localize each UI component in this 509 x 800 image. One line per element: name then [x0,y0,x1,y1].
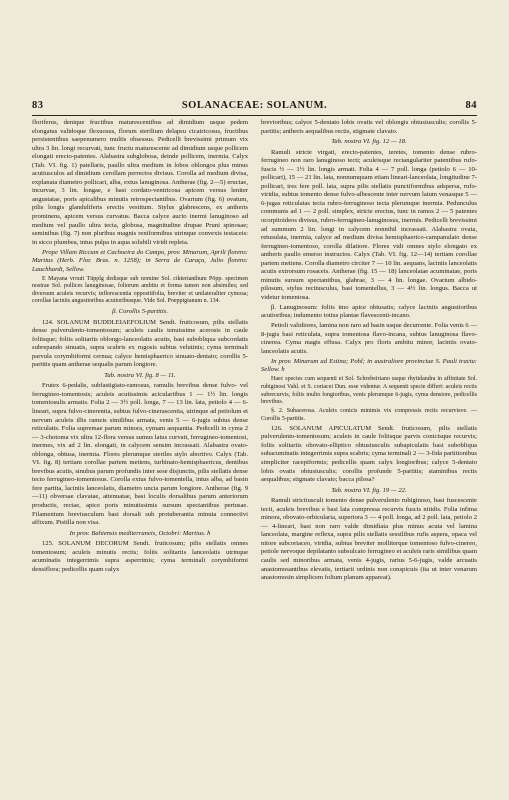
variety-heading: β. Corollis 5-partitis. [112,308,168,315]
paragraph: brevioribus; calyce 5-dentato lobis ovatis vel oblongis obtusiusculis; corollis 5-partitis; antheris aequalibus rectis, stigmate clavato. [261,119,477,135]
locality-note: Prope Villam Riccum et Cachoeira do Campo, prov. Minarum, Aprili florens: Martius (Herb. Flor. Bras. n. 1258); in Serra de Caraça, Julio florens: Lauchhardt, Sellow. [32,248,248,273]
species-126-description: Ramuli strictiusculi tomento dense pulverulento rubiginoso, basi fuscescente tecti, aculeis brevibus e basi lata compressa recurvis fuscis nitidis. Folia infima minora, obovato-orbicularia, superiora 3 — 4 poll. longa, ad 2 poll. lata, petiolo 2 — 4-lineari, basi non raro valde dimidiata plus minus acuta vel lamina lanceolata, margine reflexa, supra pilis stellatis sessilibus rufis aspera, opaca vel nitore subcoriaceo, viridia, subtus breviter molliterque tomentoso fulvo-cinereo, petiole nervoque depilatanto subsulcato ferrugineo et aculeis raris similibus quam caulis sed minoribus armata, venis 4-jugis, rarius 5-6-jugis, valde arcuatis anastomosantibus elevatis, tertiarii ordinis non conspicuis (ita ut inter venarum anastomosin simplicem folium planum appareat). [261,497,477,582]
species-124-diagnosis: 124. SOLANUM BUDDLEIAEFOLIUM Sendt. fruticosum, pilis stellatis dense pulverulento-tomentosum; aculeis caulis tenuissime acerosis in caule foliisque; foliis solitariis oblongo-lanceolatis acutis, basi subobliqua subcordatis subrepando sinuatis, supra scabris ex rugosis subtus velutinis; cyma terminali parvula corymbiformi cernua; calyce hemisphaerico sinuato-dentato; corollis 5-partitis quam antherae sequalis parum longiore. [32,318,248,369]
paragraph: floriferus, denique fructibus maturescentibus ad dimidium usque pedem elongatus validoque flexuosus, florum sterilium delapsu cicatricosus, fructibus persistentibus saepenumero multis obsessus. Pedicelli brevissimi primum vix ultra 3 lin. longi recurvati, tunc fructu maturescente ad dimidium usque pollicem elongati erecto-patentes. Alabastra subglobosa, deinde pollicem, inermia. Calyx (Tab. VI. fig. 1) patellaris, paullo ultra medium in lobos oblongos plus minus acutiusculos ad dimidium cerollam perrectos divisus. Corolla ad medium divisa, explanata diametro pollicari, alba, extus lanuginosa. Antherae (fig. 2—5) eructae, incurvae, 3 lin. longae, e basi cordato-ventricosa apicem versus leniter angustatae, poris apicalibus minutis retrospectantibus. Ovarium (fig. 6) ovatum, pilis longis glanduliferis erectis vestitum. Stylus glabrescens, ex antheris prominens, apicem versus curvatus. Bacca calyce aucto inermi lanuginoso ad medium vel paullo ultra tecta, globosa, magnitudine drupae Pruni spinosae; seminibus (fig. 7) non pluribus magnis reniformibus utrinque convexis testaceis: in sicco plumbea, intus pulpa in aqua solubili viridi repleta. [32,119,248,246]
right-column [261,119,477,769]
species-124-description: Frutex 6-pedalis, subfastigiato-ramosus, ramulis brevibus dense fulvo- vel ferrugineo-tomentosis; aculeis acutissimis aciculariibus 1 — 1½ lin. longis tomentosulis armatis. Folia 2 — 3½ poll. longa, 7 — 13 lin. lata, petiolo 4 — 6-lineari, supra fulvo-cinerentia, subtus fulvo-cinerascentia, utrinque ad petiolum et nervum aculeis illis rameis similibus armata, venis 5 — 6-jugis subtus dense reticulatis. Folia supremae parum minora, cymam aequantia. Pedicelli in cyma 2 — 3-chotoma vix ultra 12-flora versus sumus latus curvati, ferrugineo-tomentosi, inermes, vix ad 2 lin. elongati, in calycem sensim incrassati. Alabastra ovato-oblonga, obtusa, inermia. Flores plerumque steriles stylo abortivo. Calyx (Tab. VI. fig. 8) tertiam corollae partem metiens, turbinato-hemisphaericus, dentibus brevibus acutis, sinubus parum profundis inter sese disjunctis, pilis stellatis dense tecto ferrugineo-tomentosus. Corolla extus fulvo-tomentella, intus alba, ad basin fere partita, laciniis lanceolatis, diametro uncia parum longiore. Antherae (fig. 9—11) obversae clavatae, attenuatae, basi loculis dorsalibus parum anteriorum productis, rectae, apice poris minutissimis sursum spectantibus pertusae. Filamentum breviusculum basi dorsali sub protuberantia minuta connectivi affixum. Pistilla non visa. [32,382,248,527]
plate-reference: Tab. nostra VI. fig. 19 — 22. [331,486,407,494]
plate-reference: Tab. nostra VI. fig. 8 — 11. [104,371,176,379]
species-126-diagnosis: 126. SOLANUM APICULATUM Sendt. fruticosum, pilis stellatis pulverulento-tomentosum; aculeis in caule foliisque parvis conicisque recurvis; foliis solitariis obovato-elliptico obtusiusculis subapiculatis basi subobliqua subacuminatis integerrimis supra scabris; cyma terminali 2 — 3-fida partitionibus simpliciter racepiformis; pedicellis quam calyx longioribus; calyce 5-dentato lobis ovatis obtusiusculis; corollis profunde 5-partitis; staminibus rectis aequalibus; stigmate clavato; bacca pilosa? [261,424,477,484]
variety-diagnosis: β. Lanuginosum: foliis imo apice obtusatis; calyce laciniis angustioribus acutioribus; indumento totius plantae flavescenti-incano. [261,303,477,320]
species-125-description: Ramuli stricte virgati, erecto-patentes, teretes, tomento dense rubro-ferrugineo non raro lanuginoso tecti; aculeisque rectangulariter patentibus rufo-fuscis ½ — 1½ lin. longis armati. Folia 4 — 7 poll. longa (petiolo 6 — 10-pollicari), 15 — 21 lin. lata, nonnumquam etiam lineari-lanceolata, longitudine 7-pollicari, tres fere poll. lata, supra pilis stellatis punctiformibus adspersa, rufo-viridia, subtus tomento dense fulvo-albescente inter nervum latum venasque 5 — 6-jugas reticulatas tecta rubro-ferruginoso tecta plerumque inermia. Pedunculus communis ad 1 — 2 poll. simplex, stricte erectus, tunc in ramos 2 — 5 patentes ocorpitoideos divisus, rubro-ferrugineo-lanuginosus, inermis. Pedicelli brevissimi ad summum 2 lin. longi in calycem nonnihil incrassati. Alabastra ovata, retusulata, inermia, calyce ad medium divisa hemisphaerico-campanulato dense ferrugineo-tomentoso, corolla dilatiore. Flores vidi omnes stylo elongato ex antheris paullo emerso instructos. Calyx (Tab. VI. fig. 12—14) tertiam corollae partem metiens. Corolla diametro circiter 7 — 10 lin. aequans, laciniis lanceolatis acutis extrorsum rosaceis. Antherae (fig. 15 — 18) lanceolatae acuminatae, poris minutis sursum spectantibus, glabrae, 3 — 4 lin. longae. Ovarium albido-pilosum, stylus rectiusculus, basi tomentellus, 3 — 4½ lin. longus. Bacca ut videtur tomentosa. [261,148,477,301]
species-125-diagnosis: 125. SOLANUM DECORUM Sendt. fruticosum; pilis stellatis omnes tomentosum; aculeis minutis rectis; foliis solitariis lanceolatis utrinque acuminatis integerrimis supra asperrimis; cyma terminali corymbiformi densiflora; pedicellis quam calyx [32,540,248,573]
header-rule [32,115,477,116]
locality-note: In prov. Bahiensis mediterraneis, Octobri: Martius. ħ [69,529,211,537]
remark-paragraph: E Mayana vrouit Tüpplg dedisque sub nomine Sol. cikterianthum Pöpp. specimen nostrae Sol. pollices lanuginosae, foliorum ambitu et forma tamen non absimiles; sed diversum aculeis recurvis; inflorescentia oppositifolia, breviter et unilateraliter cymosa; corollae laciniis angustioribus acutioribusque. Vide Sol. Poeppigianum n. 134. [32,275,248,305]
variety-description: Petioli validiores, lamina non raro ad basin usque decurrente. Folia venis 6 — 8-jugis basi reticulata, supra tomentosa flavo-incana, subtus lanuginosa flavo-cinerea. Cyma magis effusa. Calyx pro floris ambitu minor, laciniis ovato-lanceolatis acutis. [261,322,477,355]
locality-note: In prov. Minarum ad Estina; Pohl; in australiore provinciae S. Pauli tractu: Sellow. ħ [261,357,477,374]
running-title: SOLANACEAE: SOLANUM. [181,100,328,111]
page-number-left: 83 [32,100,44,111]
remark-paragraph: Haec species cum sequenti et Sol. Schrebeiriano usque rhytidandra in affinitate Sol. rubiginosi Vahl. et S. coriacei Dun. esse videntur. A sequenti specie differt: aculeis rectis subrecurvis, foliis multo longioribus, venis plerumque 6-jugis, cyma densiore, pedicellis brevibus. [261,376,477,406]
section-heading: §. 2. Subacerosa. Aculeis conicis minimis vix compressis rectis recurvisve. — Corollis 5-partitis. [261,408,477,422]
plate-reference: Tab. nostra VI. fig. 12 — 18. [331,138,407,146]
left-column [32,119,248,769]
page-header [32,100,477,114]
page-number-right: 84 [465,100,477,111]
